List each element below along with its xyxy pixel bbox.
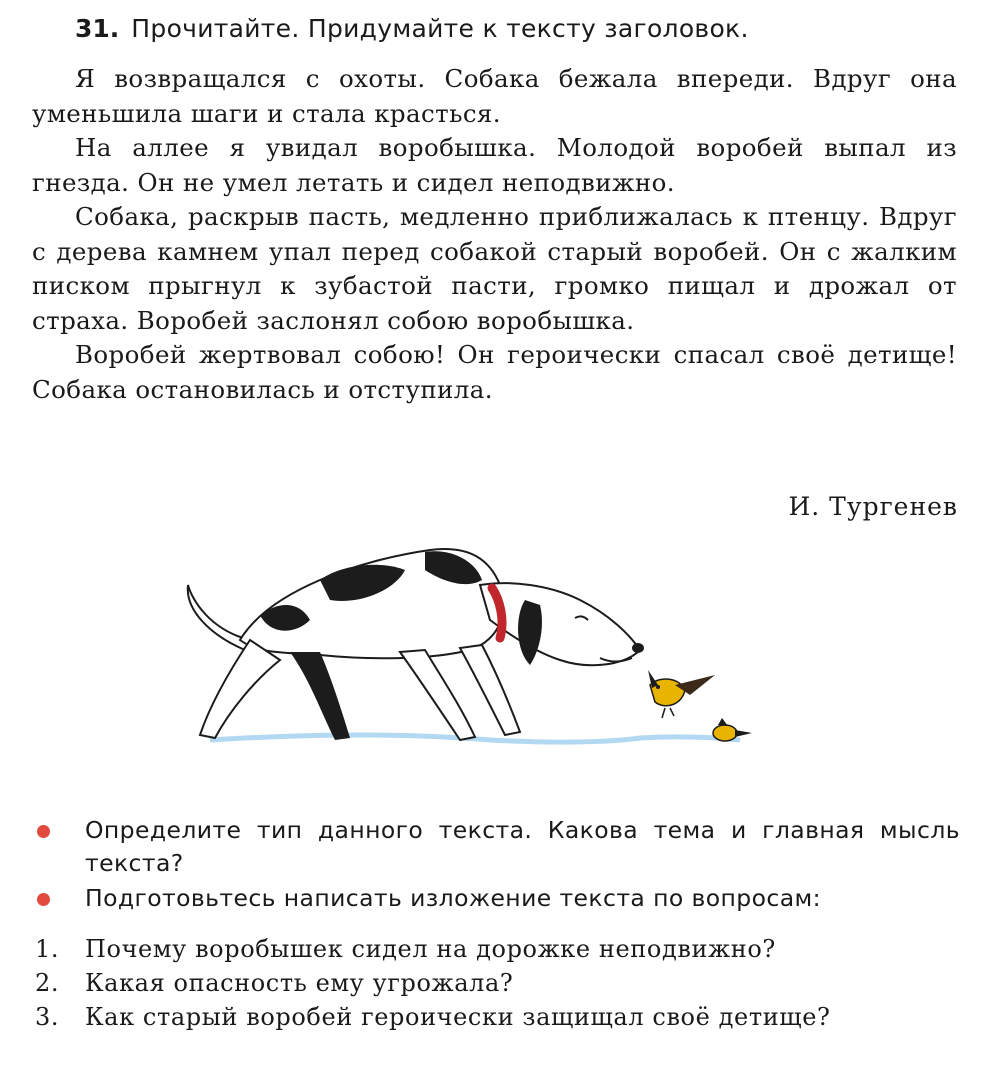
question-number: 1.	[35, 935, 60, 963]
question-number: 3.	[35, 1003, 60, 1031]
questions-list	[35, 932, 960, 1034]
dog-and-sparrows-illustration	[170, 540, 770, 760]
question-number: 2.	[35, 969, 60, 997]
story-paragraph: Собака, раскрыв пасть, медленно приближалась к птенцу. Вдруг с дерева камнем упал перед собакой старый воробей. Он с жалким писком прыгнул к зубастой пасти, громко пищал и дрожал от страха. Воробей заслонял собою воробышка.	[32, 202, 957, 335]
question-item	[35, 932, 960, 966]
story-text	[32, 62, 957, 407]
dog	[188, 549, 644, 740]
exercise-number: 31.	[75, 14, 120, 43]
young-sparrow	[713, 718, 752, 741]
exercise-header	[75, 14, 749, 43]
question-text: Какая опасность ему угрожала?	[85, 969, 514, 997]
question-item	[35, 966, 960, 1000]
bullet-icon	[37, 893, 50, 906]
story-paragraph: На аллее я увидал воробышка. Молодой воробей выпал из гнезда. Он не умел летать и сидел неподвижно.	[32, 133, 957, 197]
task-text: Подготовьтесь написать изложение текста по вопросам:	[85, 884, 821, 912]
question-text: Как старый воробей героически защищал своё детище?	[85, 1003, 831, 1031]
exercise-tasks	[35, 814, 960, 917]
story-paragraph: Я возвращался с охоты. Собака бежала впереди. Вдруг она уменьшила шаги и стала красться.	[32, 64, 957, 128]
story-author: И. Тургенев	[788, 492, 958, 521]
question-item	[35, 1000, 960, 1034]
story-paragraph: Воробей жертвовал собою! Он героически спасал своё детище! Собака остановилась и отступила.	[32, 340, 957, 404]
task-item	[35, 814, 960, 880]
old-sparrow	[648, 670, 715, 718]
bullet-icon	[37, 825, 50, 838]
question-text: Почему воробышек сидел на дорожке неподвижно?	[85, 935, 776, 963]
exercise-instruction: Прочитайте. Придумайте к тексту заголовок.	[131, 14, 749, 43]
task-text: Определите тип данного текста. Какова тема и главная мысль текста?	[85, 816, 960, 877]
task-item	[35, 882, 960, 915]
